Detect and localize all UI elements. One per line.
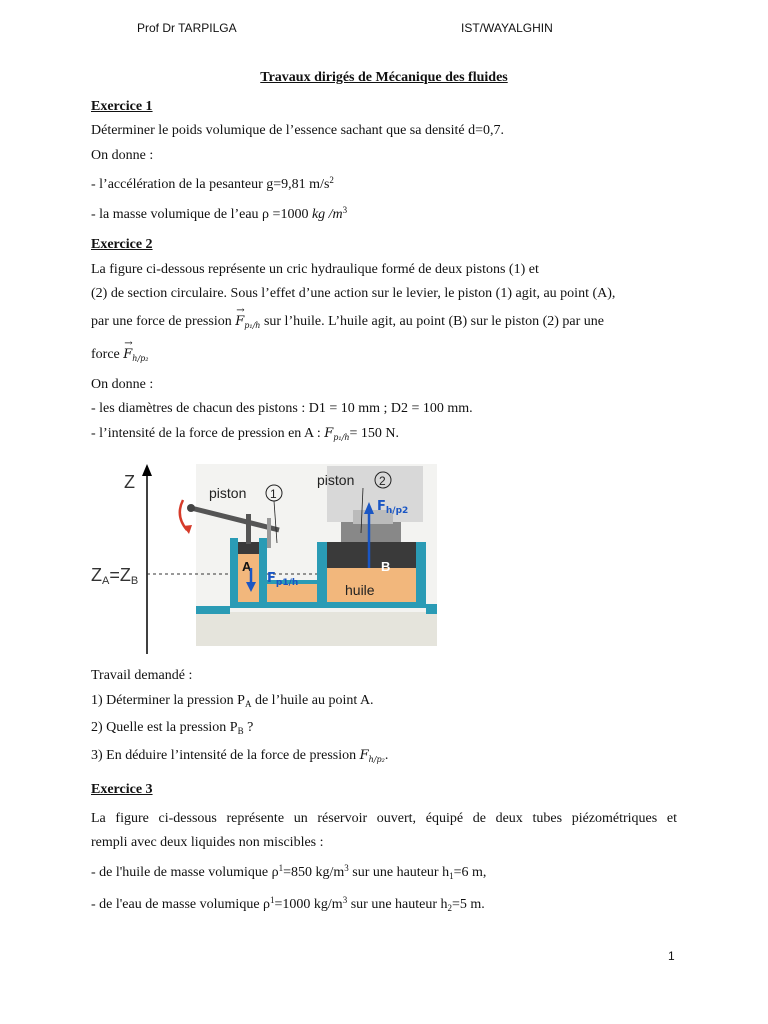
ex3-water-rho-index: 1 bbox=[270, 895, 275, 905]
question-3 bbox=[91, 744, 677, 773]
header-author: Prof Dr TARPILGA bbox=[137, 21, 237, 35]
ex3-water-unit-exponent: 3 bbox=[342, 895, 348, 905]
ex1-gravity-text: - l’accélération de la pesanteur g=9,81 m/s bbox=[91, 177, 330, 192]
piston-1-label: piston bbox=[209, 485, 247, 501]
question-2-end: ? bbox=[243, 720, 254, 735]
small-cylinder-right-wall bbox=[259, 538, 267, 602]
question-2-start: 2) Quelle est la pression P bbox=[91, 720, 238, 735]
force-1-subscript: p1/h bbox=[275, 578, 299, 588]
question-3-force-subscript: h/p₂ bbox=[368, 754, 385, 764]
ex3-oil-rho-index: 1 bbox=[278, 862, 284, 873]
zb-letter: =Z bbox=[109, 565, 131, 585]
ex3-line-3 bbox=[91, 856, 677, 889]
exercise-1-title: Exercice 1 bbox=[91, 98, 153, 114]
small-piston-rod bbox=[246, 514, 251, 544]
small-cylinder-left-wall bbox=[230, 538, 238, 602]
base-left bbox=[196, 606, 230, 614]
question-1-subscript: A bbox=[244, 698, 252, 709]
ex3-oil-height-index: 1 bbox=[449, 870, 454, 881]
ex1-gravity-exponent: 2 bbox=[329, 175, 334, 185]
ex2-line-4-start: force bbox=[91, 346, 124, 362]
question-2-subscript: B bbox=[237, 726, 244, 736]
floor bbox=[196, 612, 437, 646]
lever-pivot bbox=[267, 518, 271, 548]
document-body bbox=[91, 66, 677, 921]
ex3-line-4 bbox=[91, 888, 677, 921]
ex3-water-height-index: 2 bbox=[447, 903, 453, 913]
ex2-line-7-end: = 150 N. bbox=[349, 425, 399, 441]
ex1-density-text: - la masse volumique de l’eau ρ =1000 bbox=[91, 206, 312, 222]
force-1-letter: F bbox=[267, 571, 276, 586]
ex3-water-text-1: - de l'eau de masse volumique ρ bbox=[91, 897, 271, 912]
ex3-oil-text-4: =6 m, bbox=[453, 864, 487, 880]
ex3-oil-unit-exponent: 3 bbox=[344, 862, 349, 873]
zb-subscript: B bbox=[130, 575, 139, 587]
ex1-line-1: Déterminer le poids volumique de l’essence sachant que sa densité d=0,7. bbox=[91, 123, 504, 138]
channel-bottom bbox=[230, 602, 426, 608]
ex1-line-3 bbox=[91, 168, 677, 198]
large-piston-top bbox=[341, 522, 401, 542]
hydraulic-jack-diagram bbox=[91, 458, 677, 658]
ex2-line-3 bbox=[91, 307, 677, 340]
question-2 bbox=[91, 716, 677, 744]
ex2-line-3-end: sur l’huile. L’huile agit, au point (B) sur le piston (2) par une bbox=[260, 313, 605, 329]
question-1-start: 1) Déterminer la pression P bbox=[91, 692, 245, 708]
force-vector-p1h: → F bbox=[235, 307, 244, 336]
ex2-line-7 bbox=[91, 422, 677, 451]
force-p1h-subscript: p₁/h bbox=[333, 432, 350, 442]
z-axis-arrow bbox=[142, 464, 152, 476]
force-p1h-symbol: F bbox=[324, 425, 334, 441]
ex2-line-2: (2) de section circulaire. Sous l’effet d’une action sur le levier, le piston (1) agit, au point (A), bbox=[91, 286, 616, 301]
rotation-arrow bbox=[180, 500, 187, 530]
ex3-line-1: La figure ci-dessous représente un réservoir ouvert, équipé de deux tubes piézométriques et bbox=[91, 810, 677, 826]
ex2-line-4 bbox=[91, 340, 677, 373]
large-piston-head bbox=[327, 542, 416, 568]
force-2-subscript: h/p2 bbox=[385, 506, 409, 516]
exercise-2-title: Exercice 2 bbox=[91, 237, 153, 252]
exercise-3-title: Exercice 3 bbox=[91, 782, 153, 797]
small-cylinder-oil bbox=[238, 550, 259, 602]
point-b-label: B bbox=[381, 559, 391, 574]
ex3-water-text-3: sur une hauteur h bbox=[347, 897, 448, 912]
ex3-line-2: rempli avec deux liquides non miscibles : bbox=[91, 835, 324, 850]
question-3-end: . bbox=[384, 747, 389, 763]
ex1-density-unit: kg /m bbox=[311, 206, 343, 222]
ex1-line-4 bbox=[91, 198, 677, 228]
ex2-line-6: - les diamètres de chacun des pistons : D1 = 10 mm ; D2 = 100 mm. bbox=[91, 401, 473, 416]
lever-handle bbox=[187, 504, 195, 512]
force-vector-hp2-subscript: h/p₂ bbox=[132, 353, 149, 363]
ex3-water-text-4: =5 m. bbox=[452, 897, 485, 912]
question-3-force-symbol: F bbox=[359, 747, 369, 763]
ex2-line-1: La figure ci-dessous représente un cric hydraulique formé de deux pistons (1) et bbox=[91, 261, 539, 277]
ex3-oil-text-3: sur une hauteur h bbox=[348, 864, 450, 880]
ex3-oil-text-2: =850 kg/m bbox=[283, 864, 345, 880]
rotation-arrow-head bbox=[183, 525, 192, 534]
piston-2-label: piston bbox=[317, 472, 355, 488]
ex1-density-exponent: 3 bbox=[342, 204, 348, 215]
force-vector-p1h-subscript: p₁/h bbox=[244, 320, 261, 330]
point-a-label: A bbox=[242, 559, 252, 574]
force-2-letter: F bbox=[377, 499, 386, 514]
za-subscript: A bbox=[102, 575, 110, 587]
question-1 bbox=[91, 689, 677, 717]
large-cylinder-left-wall bbox=[317, 542, 327, 608]
ex2-line-5: On donne : bbox=[91, 376, 154, 392]
z-axis-label: Z bbox=[124, 472, 135, 492]
header-institution: IST/WAYALGHIN bbox=[461, 21, 553, 35]
document-title: Travaux dirigés de Mécanique des fluides bbox=[260, 70, 508, 85]
ex3-oil-text-1: - de l'huile de masse volumique ρ bbox=[91, 864, 279, 880]
base-right bbox=[426, 604, 437, 614]
hydraulic-jack-figure bbox=[91, 458, 677, 658]
ex2-line-3-start: par une force de pression bbox=[91, 313, 236, 329]
ex2-line-7-start: - l’intensité de la force de pression en A : bbox=[91, 425, 325, 441]
page-number: 1 bbox=[668, 949, 675, 963]
piston-2-number: 2 bbox=[379, 474, 386, 488]
ex1-line-2: On donne : bbox=[91, 147, 154, 163]
za-letter: Z bbox=[91, 565, 102, 585]
za-zb-label bbox=[91, 565, 138, 587]
oil-label: huile bbox=[345, 582, 375, 598]
force-vector-hp2: → F bbox=[123, 340, 132, 369]
ex3-water-text-2: =1000 kg/m bbox=[274, 897, 343, 912]
piston-1-number: 1 bbox=[270, 487, 277, 501]
question-3-start: 3) En déduire l’intensité de la force de pression bbox=[91, 747, 360, 763]
question-1-end: de l’huile au point A. bbox=[251, 692, 374, 708]
large-cylinder-right-wall bbox=[416, 542, 426, 608]
work-title: Travail demandé : bbox=[91, 668, 193, 683]
